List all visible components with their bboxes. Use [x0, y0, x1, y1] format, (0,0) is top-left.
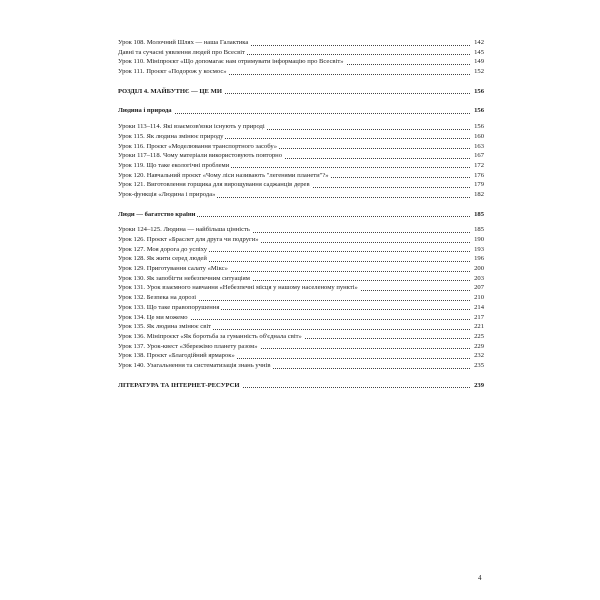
toc-entry-page: 196	[474, 255, 484, 263]
toc-entry-page: 239	[474, 381, 484, 389]
toc-entry-page: 185	[474, 226, 484, 234]
toc-entry[interactable]	[118, 190, 484, 200]
toc-subsection-people-wealth[interactable]	[118, 210, 484, 220]
toc-entry-title: Урок 116. Проєкт «Моделювання транспортного засобу»	[118, 142, 278, 150]
toc-entry[interactable]	[118, 57, 484, 67]
toc-entry-page: 217	[474, 313, 484, 321]
toc-entry[interactable]	[118, 342, 484, 352]
toc-entry[interactable]	[118, 322, 484, 332]
toc-entry-title: Урок 135. Як людина змінює світ	[118, 323, 212, 331]
toc-literature[interactable]	[118, 381, 484, 391]
toc-entry[interactable]	[118, 171, 484, 181]
toc-entry-title: Людина і природа	[118, 107, 172, 115]
toc-entry-title: Урок 119. Що таке екологічні проблеми	[118, 161, 230, 169]
toc-entry[interactable]	[118, 235, 484, 245]
toc-entry-page: 149	[474, 58, 484, 66]
toc-entry-title: Давні та сучасні уявлення людей про Всесвіт	[118, 48, 245, 56]
toc-entry[interactable]	[118, 293, 484, 303]
toc-subsection-human-nature[interactable]	[118, 106, 484, 116]
toc-entry[interactable]	[118, 161, 484, 171]
toc-entry[interactable]	[118, 274, 484, 284]
toc-entry-title: Уроки 117–118. Чому матеріали використовують повторно	[118, 152, 282, 160]
toc-entry-title: Урок 127. Моя дорога до успіху	[118, 245, 208, 253]
toc-entry-title: Урок 110. Мініпроєкт «Що допомагає нам отримувати інформацію про Всесвіт»	[118, 58, 344, 66]
toc-entry[interactable]	[118, 264, 484, 274]
toc-entry-title: Урок 134. Це ми можемо	[118, 313, 188, 321]
toc-entry[interactable]	[118, 67, 484, 77]
toc-entry-page: 152	[474, 68, 484, 76]
toc-entry-title: Урок 126. Проєкт «Браслет для друга чи подруги»	[118, 236, 259, 243]
toc-entry-title: Урок 121. Виготовлення горщика для вирощування саджанців дерев	[118, 181, 310, 189]
toc-entry[interactable]	[118, 313, 484, 323]
toc-entry-page: 160	[474, 132, 484, 140]
toc-entry-page: 190	[474, 236, 484, 243]
toc-section-4[interactable]	[118, 87, 484, 97]
toc-entry-page: 145	[474, 48, 484, 56]
toc-entry-page: 179	[474, 181, 484, 189]
toc-entry-page: 182	[474, 190, 484, 198]
toc-entry-page: 203	[474, 274, 484, 282]
toc-entry-page: 235	[474, 361, 484, 369]
toc-entry-page: 229	[474, 342, 484, 350]
toc-entry-title: Урок-функція «Людина і природа»	[118, 190, 216, 198]
page-number: 4	[478, 574, 482, 582]
toc-entry-page: 214	[474, 303, 484, 311]
toc-entry-title: Урок 140. Узагальнення та систематизація знань учнів	[118, 361, 271, 369]
toc-entry-title: Урок 138. Проєкт «Благодійний ярмарок»	[118, 352, 235, 360]
toc-entry[interactable]	[118, 332, 484, 342]
toc-entry-title: Урок 130. Як запобігти небезпечним ситуаціям	[118, 274, 250, 282]
toc-entry-page: 200	[474, 265, 484, 273]
toc-group-universe	[118, 38, 484, 77]
toc-entry-title: Урок 136. Мініпроєкт «Як боротьба за гуманність об'єднала світ»	[118, 332, 302, 340]
toc-entry[interactable]	[118, 151, 484, 161]
toc-entry-title: Урок 111. Проєкт «Подорож у космос»	[118, 68, 227, 76]
toc-entry[interactable]	[118, 132, 484, 142]
toc-entry-title: РОЗДІЛ 4. МАЙБУТНЄ — ЦЕ МИ	[118, 87, 222, 95]
toc-group-human-nature	[118, 122, 484, 200]
toc-entry-page: 185	[474, 210, 484, 218]
toc-entry-title: Урок 137. Урок-квест «Збережімо планету разом»	[118, 342, 258, 350]
toc-entry-title: Урок 115. Як людина змінює природу	[118, 132, 224, 140]
toc-entry-page: 156	[474, 107, 484, 115]
toc-entry[interactable]	[118, 283, 484, 293]
toc-entry-title: Уроки 113–114. Які взаємозв'язки існують у природі	[118, 123, 265, 131]
toc-entry[interactable]	[118, 225, 484, 235]
toc-entry-title: Урок 133. Що таке правопорушення	[118, 303, 220, 311]
toc-entry[interactable]	[118, 361, 484, 371]
toc-entry-page: 225	[474, 332, 484, 340]
toc-entry[interactable]	[118, 254, 484, 264]
toc-entry[interactable]	[118, 48, 484, 58]
toc-entry-page: 142	[474, 39, 484, 46]
toc-entry-page: 172	[474, 161, 484, 169]
toc-entry-page: 167	[474, 152, 484, 160]
table-of-contents	[118, 38, 484, 390]
toc-entry[interactable]	[118, 245, 484, 255]
toc-entry[interactable]	[118, 180, 484, 190]
toc-entry-page: 176	[474, 171, 484, 179]
toc-entry-title: ЛІТЕРАТУРА ТА ІНТЕРНЕТ-РЕСУРСИ	[118, 381, 240, 389]
toc-group-people-wealth	[118, 225, 484, 370]
toc-entry-page: 232	[474, 352, 484, 360]
toc-entry-page: 210	[474, 294, 484, 302]
toc-entry[interactable]	[118, 122, 484, 132]
toc-entry[interactable]	[118, 351, 484, 361]
toc-entry-title: Урок 108. Молочний Шлях — наша Галактика	[118, 39, 249, 46]
toc-entry-page: 207	[474, 284, 484, 292]
toc-entry[interactable]	[118, 38, 484, 48]
toc-entry-page: 163	[474, 142, 484, 150]
toc-entry-title: Урок 132. Безпека на дорозі	[118, 294, 197, 302]
toc-entry[interactable]	[118, 142, 484, 152]
toc-entry-title: Урок 120. Навчальний проєкт «Чому ліси називають "легенями планети"?»	[118, 171, 329, 179]
toc-entry-title: Урок 131. Урок взаємного навчання «Небезпечні місця у нашому населеному пункті»	[118, 284, 358, 292]
toc-entry-title: Урок 128. Як жити серед людей	[118, 255, 207, 263]
toc-entry-page: 193	[474, 245, 484, 253]
toc-entry-page: 221	[474, 323, 484, 331]
toc-entry-page: 156	[474, 123, 484, 131]
toc-entry-page: 156	[474, 87, 484, 95]
toc-entry[interactable]	[118, 303, 484, 313]
toc-entry-title: Люди — багатство країни	[118, 210, 196, 218]
toc-entry-title: Урок 129. Приготування салату «Мікс»	[118, 265, 228, 273]
toc-entry-title: Уроки 124–125. Людина — найбільша цінність	[118, 226, 250, 234]
